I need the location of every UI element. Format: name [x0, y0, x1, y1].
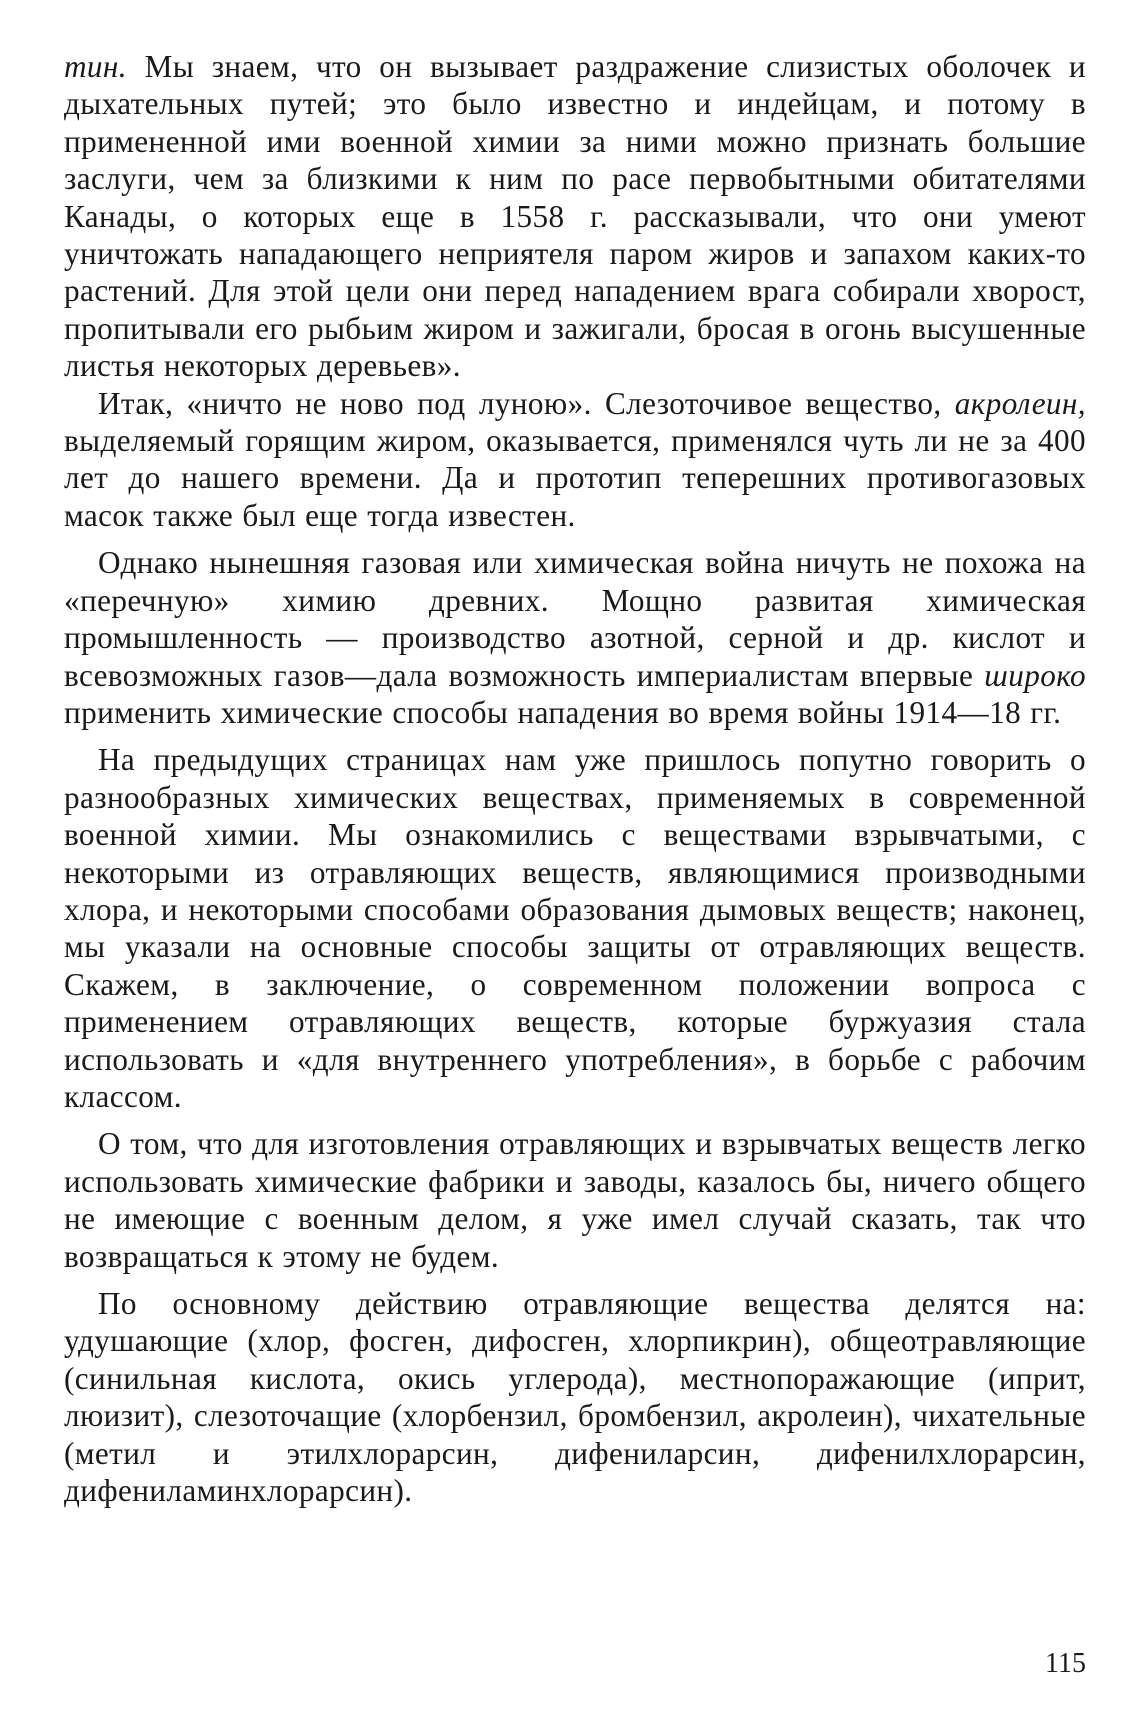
paragraph-3-text-b: применить химические способы нападения во время войны 1914—18 гг. [64, 694, 1062, 730]
paragraph-3-text-a: Однако нынешняя газовая или химическая война ничуть не похожа на «перечную» химию древних. Мощно развитая химическая промышленность — производство азотной, серной и др. кислот и всевозможных газов—дала возможность империалистам впервые [64, 545, 1086, 693]
paragraph-1-text: Мы знаем, что он вызывает раздражение слизистых оболочек и дыхательных путей; это было известно и индейцам, и потому в примененной ими военной химии за ними можно признать большие заслуги, чем за близкими к ним по расе первобытными обитателями Канады, о которых еще в 1558 г. рассказывали, что они умеют уничтожать нападающего неприятеля паром жиров и запахом каких-то растений. Для этой цели они перед нападением врага собирали хворост, пропитывали его рыбьим жиром и зажигали, бросая в огонь высушенные листья некоторых деревьев». [64, 49, 1086, 384]
paragraph-4 [64, 741, 1086, 1115]
paragraph-5-text: О том, что для изготовления отравляющих и взрывчатых веществ легко использовать химические фабрики и заводы, казалось бы, ничего общего не имеющие с военным делом, я уже имел случай сказать, так что возвращаться к этому не будем. [64, 1126, 1086, 1274]
paragraph-6-text: По основному действию отравляющие вещества делятся на: удушающие (хлор, фосген, дифосген, хлорпикрин), общеотравляющие (синильная кислота, окись углерода), местнопоражающие (иприт, люизит), слезоточащие (хлорбензил, бромбензил, акролеин), чихательные (метил и этилхлорарсин, дифениларсин, дифенилхлорарсин, дифениламинхлорарсин). [64, 1286, 1086, 1509]
paragraph-1-italic-word: тин. [64, 49, 127, 84]
page-number: 115 [1045, 1648, 1086, 1679]
book-page [64, 48, 1086, 1688]
paragraph-4-text: На предыдущих страницах нам уже пришлось попутно говорить о разнообразных химических веществах, применяемых в современной военной химии. Мы ознакомились с веществами взрывчатыми, с некоторыми из отравляющих веществ, являющимися производными хлора, и некоторыми способами образования дымовых веществ; наконец, мы указали на основные способы защиты от отравляющих веществ. Скажем, в заключение, о современном положении вопроса с применением отравляющих веществ, которые буржуазия стала использовать и «для внутреннего употребления», в борьбе с рабочим классом. [64, 742, 1086, 1114]
paragraph-3-italic-term: широко [984, 657, 1086, 693]
paragraph-1 [64, 48, 1086, 385]
paragraph-2 [64, 385, 1086, 535]
paragraph-2-text-b: выделяемый горящим жиром, оказывается, применялся чуть ли не за 400 лет до нашего времени. Да и прототип теперешних противогазовых масок также был еще тогда известен. [64, 423, 1086, 533]
paragraph-3 [64, 544, 1086, 731]
paragraph-5 [64, 1125, 1086, 1275]
paragraph-6 [64, 1285, 1086, 1509]
paragraph-2-text-a: Итак, «ничто не ново под луною». Слезоточивое вещество, [98, 385, 955, 421]
paragraph-2-italic-term: акролеин, [954, 385, 1086, 421]
